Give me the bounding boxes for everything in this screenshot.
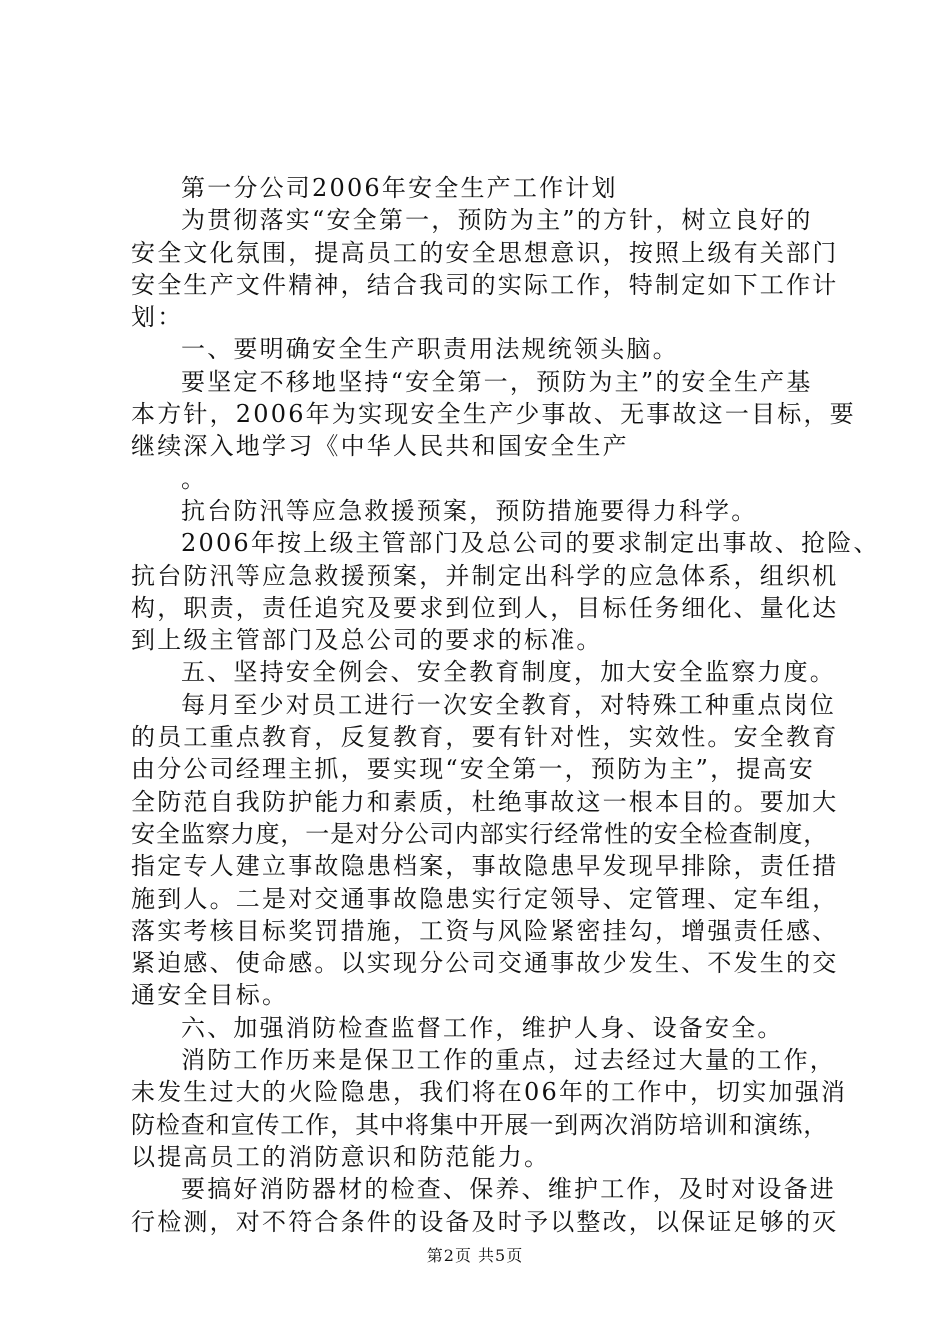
section-heading: 五、坚持安全例会、安全教育制度，加大安全监察力度。 <box>181 658 836 687</box>
paragraph-line: 继续深入地学习《中华人民共和国安全生产 <box>131 432 629 461</box>
paragraph-line: 要坚定不移地坚持“安全第一，预防为主”的安全生产基 <box>181 367 813 396</box>
paragraph-line: 行检测，对不符合条件的设备及时予以整改，以保证足够的灭 <box>131 1207 839 1236</box>
paragraph-line: 划： <box>131 303 184 332</box>
paragraph-line: 。 <box>181 464 208 493</box>
page-number: 第2页 共5页 <box>426 1246 524 1265</box>
document-body <box>131 172 880 1238</box>
section-heading: 六、加强消防检查监督工作，维护人身、设备安全。 <box>181 1013 784 1042</box>
paragraph-line: 抗台防汛等应急救援预案，预防措施要得力科学。 <box>181 496 758 525</box>
paragraph-line: 防检查和宣传工作，其中将集中开展一到两次消防培训和演练， <box>131 1110 829 1139</box>
paragraph-line: 消防工作历来是保卫工作的重点，过去经过大量的工作， <box>181 1046 836 1075</box>
paragraph-line: 通安全目标。 <box>131 981 289 1010</box>
paragraph-line: 安全生产文件精神，结合我司的实际工作，特制定如下工作计 <box>131 270 839 299</box>
paragraph-line: 紧迫感、使命感。以实现分公司交通事故少发生、不发生的交 <box>131 949 839 978</box>
paragraph-line: 安全文化氛围，提高员工的安全思想意识，按照上级有关部门 <box>131 238 839 267</box>
paragraph-line: 要搞好消防器材的检查、保养、维护工作，及时对设备进 <box>181 1175 836 1204</box>
paragraph-line: 本方针，2006年为实现安全生产少事故、无事故这一目标，要 <box>131 400 856 429</box>
paragraph-line: 落实考核目标奖罚措施，工资与风险紧密挂勾，增强责任感、 <box>131 916 839 945</box>
paragraph-line: 为贯彻落实“安全第一，预防为主”的方针，树立良好的 <box>181 206 813 235</box>
paragraph-line: 2006年按上级主管部门及总公司的要求制定出事故、抢险、 <box>181 529 880 558</box>
paragraph-line: 以提高员工的消防意识和防范能力。 <box>131 1142 551 1171</box>
paragraph-line: 每月至少对员工进行一次安全教育，对特殊工种重点岗位 <box>181 690 836 719</box>
paragraph-line: 指定专人建立事故隐患档案，事故隐患早发现早排除，责任措 <box>131 852 839 881</box>
paragraph-line: 安全监察力度，一是对分公司内部实行经常性的安全检查制度， <box>131 819 829 848</box>
paragraph-line: 到上级主管部门及总公司的要求的标准。 <box>131 626 603 655</box>
paragraph-line: 由分公司经理主抓，要实现“安全第一，预防为主”，提高安 <box>131 755 815 784</box>
paragraph-line: 抗台防汛等应急救援预案，并制定出科学的应急体系，组织机 <box>131 561 839 590</box>
paragraph-line: 的员工重点教育，反复教育，要有针对性，实效性。安全教育 <box>131 723 839 752</box>
section-heading: 一、要明确安全生产职责用法规统领头脑。 <box>181 335 679 364</box>
paragraph-line: 全防范自我防护能力和素质，杜绝事故这一根本目的。要加大 <box>131 787 839 816</box>
paragraph-line: 施到人。二是对交通事故隐患实行定领导、定管理、定车组， <box>131 884 839 913</box>
paragraph-line: 构，职责，责任追究及要求到位到人，目标任务细化、量化达 <box>131 593 839 622</box>
paragraph-line: 未发生过大的火险隐患，我们将在06年的工作中，切实加强消 <box>131 1078 848 1107</box>
document-title: 第一分公司2006年安全生产工作计划 <box>181 174 618 202</box>
